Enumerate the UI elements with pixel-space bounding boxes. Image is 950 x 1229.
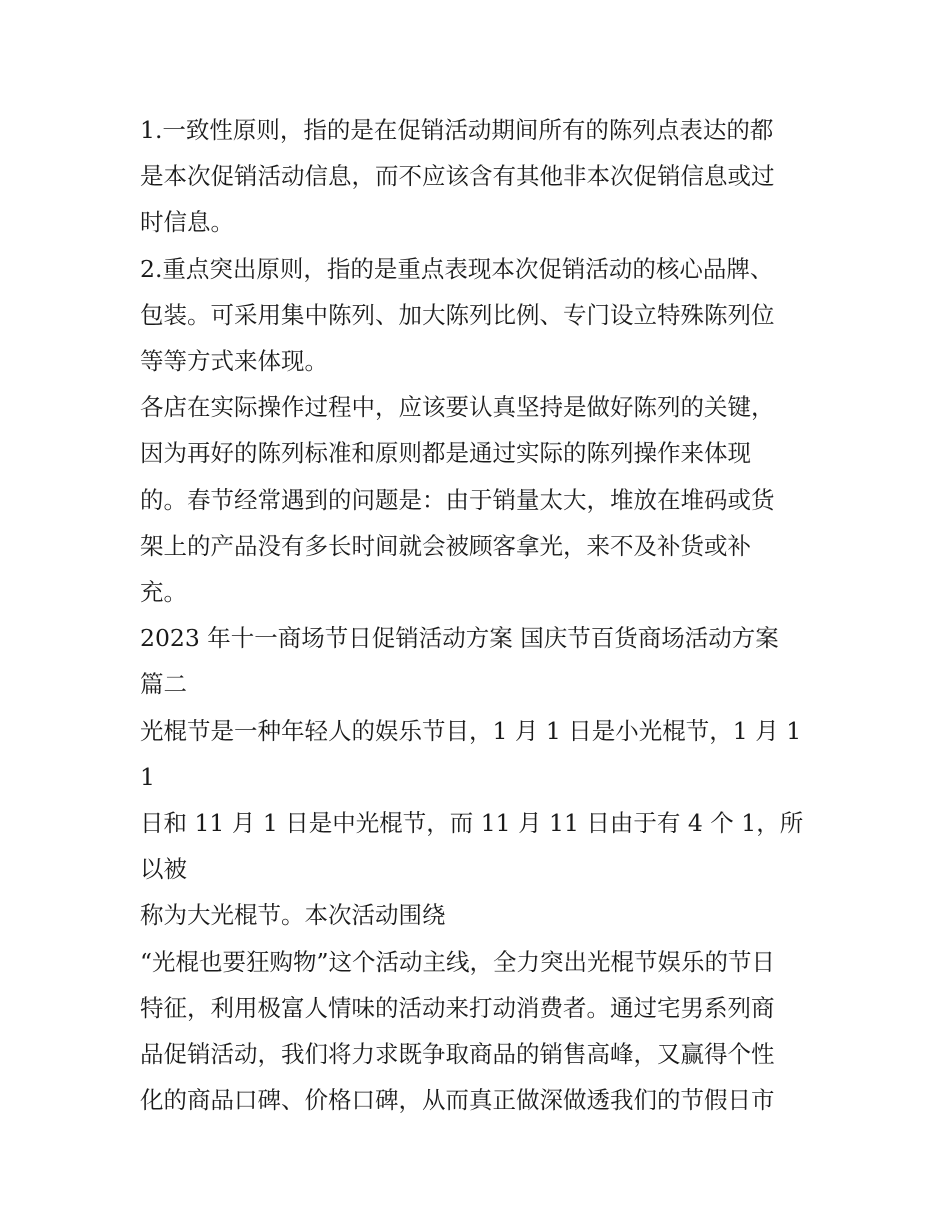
paragraph-singles-day-intro: 光棍节是一种年轻人的娱乐节目，1 月 1 日是小光棍节，1 月 11 日和 11 月 1 日是中光棍节，而 11 月 11 日由于有 4 个 1，所以被 称为大光棍节。本次活动围绕 <box>140 716 804 930</box>
paragraph-activity-theme: “光棍也要狂购物”这个活动主线，全力突出光棍节娱乐的节日 特征，利用极富人情味的活动来打动消费者。通过宅男系列商 品促销活动，我们将力求既争取商品的销售高峰，又赢得个性 化的商品口碑、价格口碑，从而真正做深做透我们的节假日市 <box>140 947 776 1115</box>
paragraph-consistency-principle: 1.一致性原则，指的是在促销活动期间所有的陈列点表达的都 是本次促销活动信息，而不应该含有其他非本次促销信息或过 时信息。 <box>140 116 775 237</box>
paragraph-store-operation: 各店在实际操作过程中，应该要认真坚持是做好陈列的关键， 因为再好的陈列标准和原则都是通过实际的陈列操作来体现 的。春节经常遇到的问题是：由于销量太大，堆放在堆码或货 架上的产品没有多长时间就会被顾客拿光，来不及补货或补 充。 <box>140 393 775 607</box>
section-heading: 2023 年十一商场节日促销活动方案 国庆节百货商场活动方案 篇二 <box>140 624 779 699</box>
document-body <box>140 107 812 1123</box>
paragraph-highlight-principle: 2.重点突出原则，指的是重点表现本次促销活动的核心品牌、 包装。可采用集中陈列、加大陈列比例、专门设立特殊陈列位 等等方式来体现。 <box>140 254 775 376</box>
